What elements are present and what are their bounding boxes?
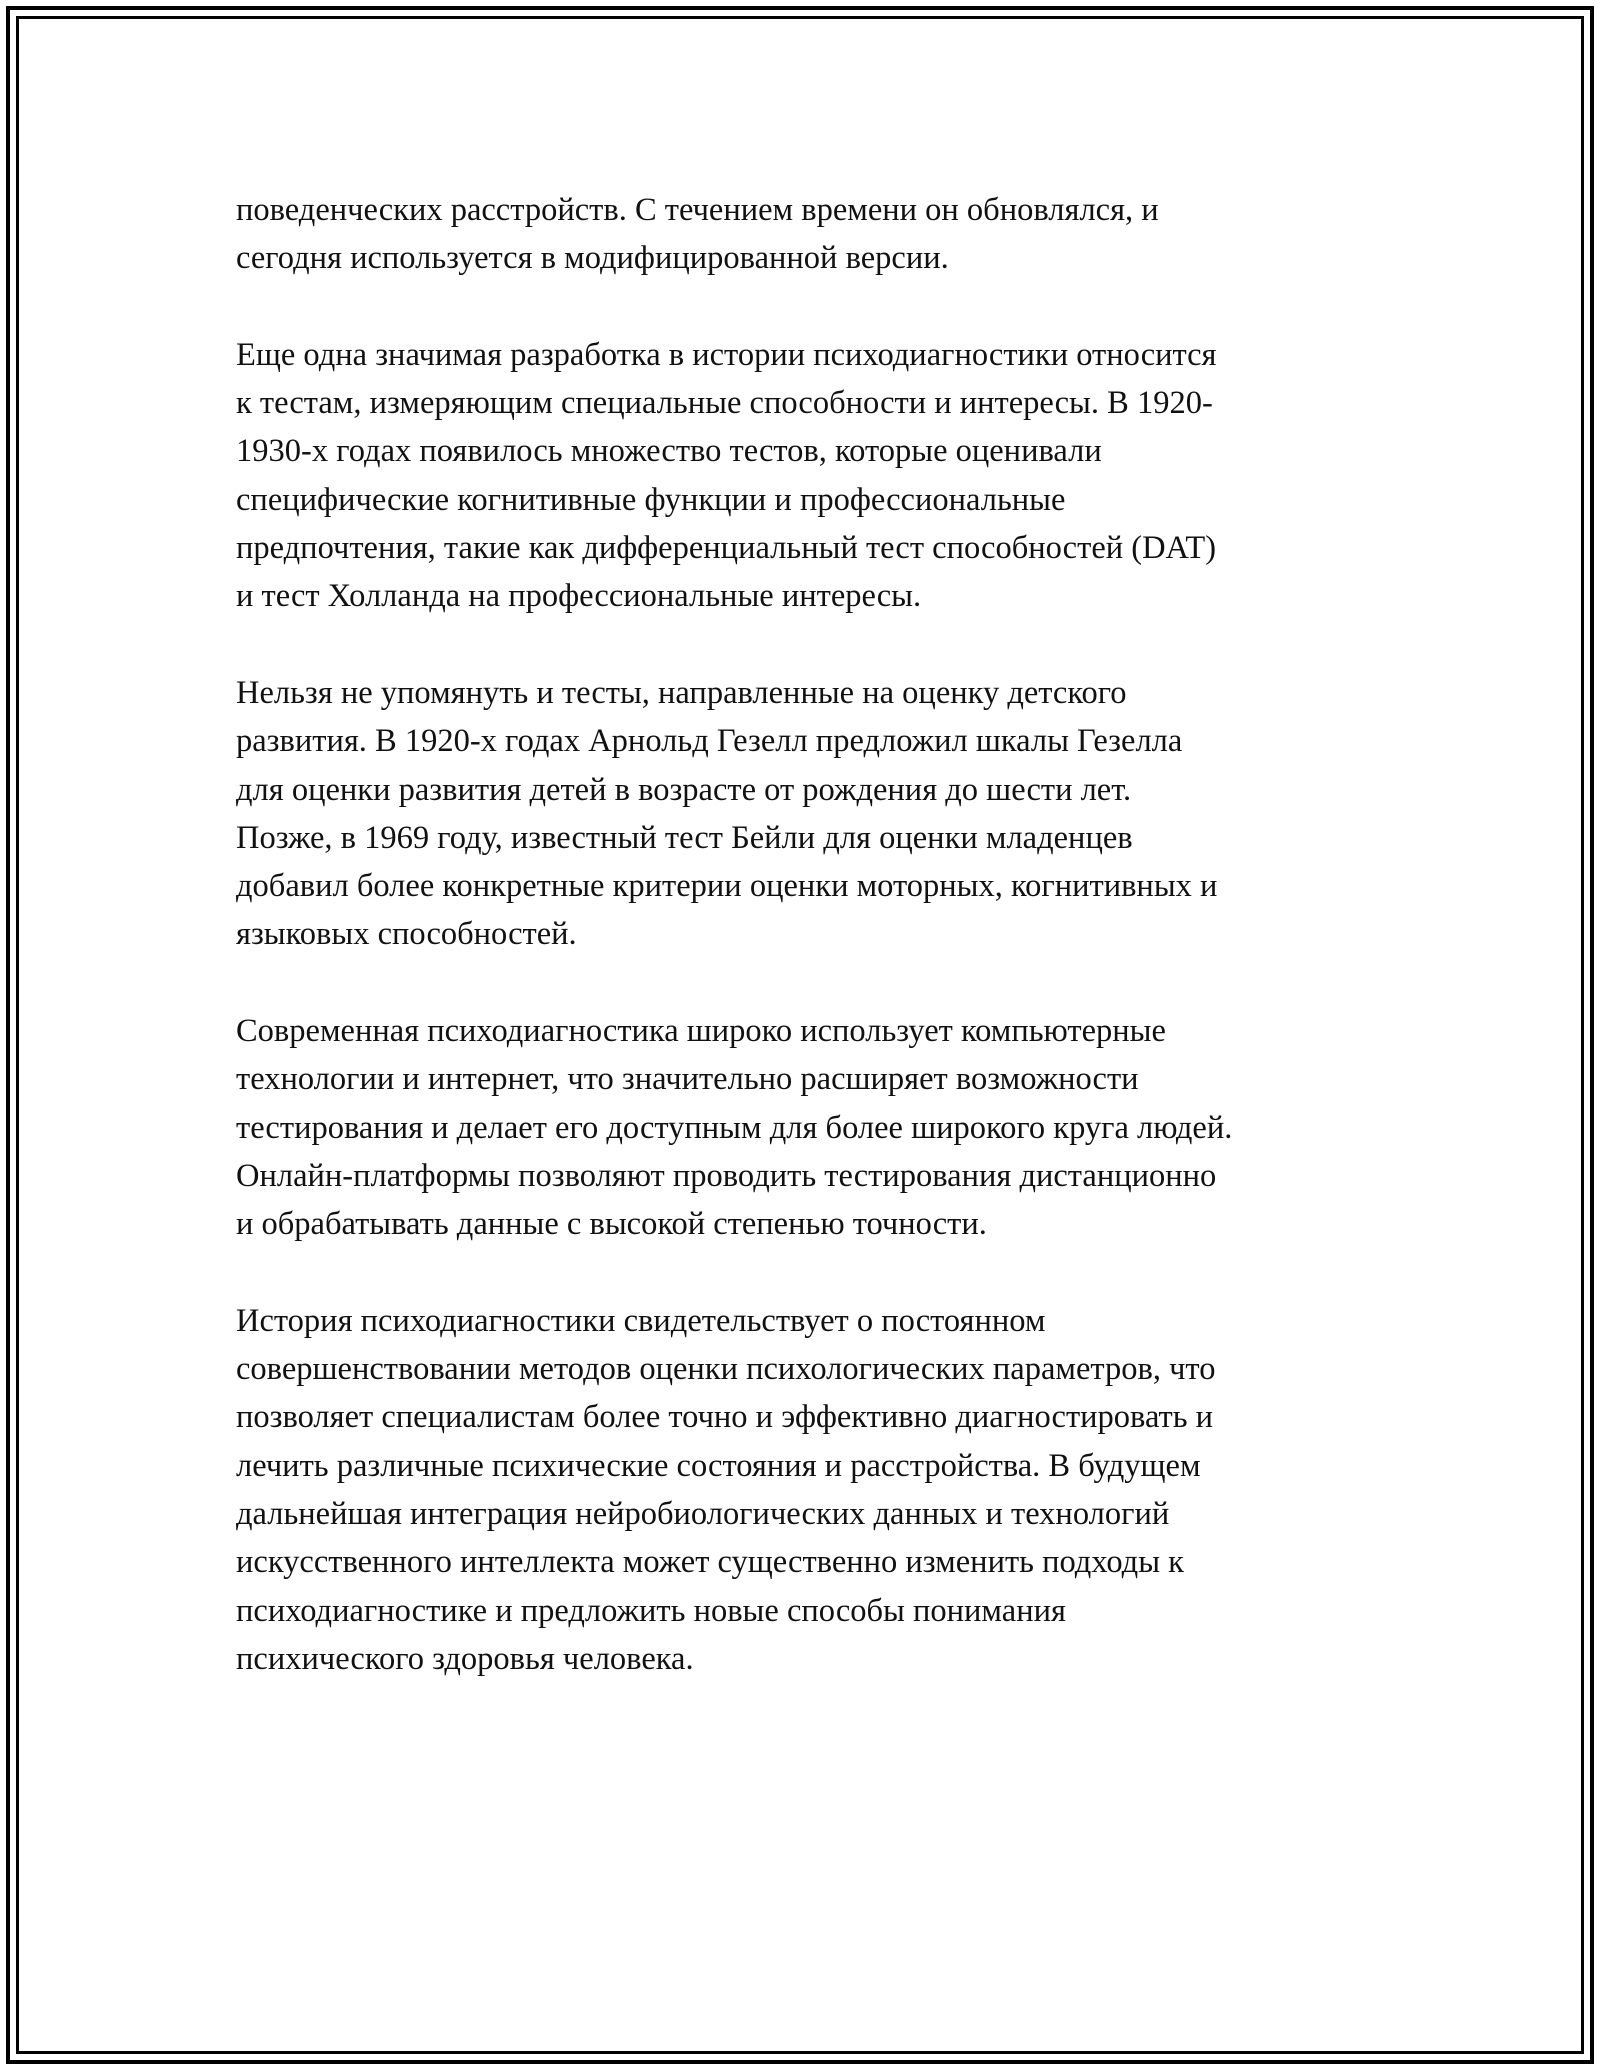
- paragraph-3: Нельзя не упомянуть и тесты, направленные на оценку детского развития. В 1920-х годах Арнольд Гезелл предложил шкалы Гезелла для оценки развития детей в возрасте от рождения до шести лет. Позже, в 1969 году, известный тест Бейли для оценки младенцев добавил более конкретные критерии оценки моторных, когнитивных и языковых способностей.: [236, 674, 1218, 953]
- paragraph-2: Еще одна значимая разработка в истории психодиагностики относится к тестам, измеряющим специальные способности и интересы. В 1920- 1930-х годах появилось множество тестов, которые оценивали специфические когнитивные функции и профессиональные предпочтения, такие как дифференциальный тест способностей (DAT) и тест Холланда на профессиональные интересы.: [236, 336, 1217, 615]
- document-body: [236, 186, 1376, 1732]
- paragraph-5: История психодиагностики свидетельствует о постоянном совершенствовании методов оценки психологических параметров, что позволяет специалистам более точно и эффективно диагностировать и лечить различные психические состояния и расстройства. В будущем дальнейшая интеграция нейробиологических данных и технологий искусственного интеллекта может существенно изменить подходы к психодиагностике и предложить новые способы понимания психического здоровья человека.: [236, 1302, 1216, 1677]
- paragraph-4: Современная психодиагностика широко использует компьютерные технологии и интернет, что значительно расширяет возможности тестирования и делает его доступным для более широкого круга людей. Онлайн-платформы позволяют проводить тестирования дистанционно и обрабатывать данные с высокой степенью точности.: [236, 1013, 1233, 1243]
- paragraph-1: поведенческих расстройств. С течением времени он обновлялся, и сегодня используется в модифицированной версии.: [236, 192, 1159, 277]
